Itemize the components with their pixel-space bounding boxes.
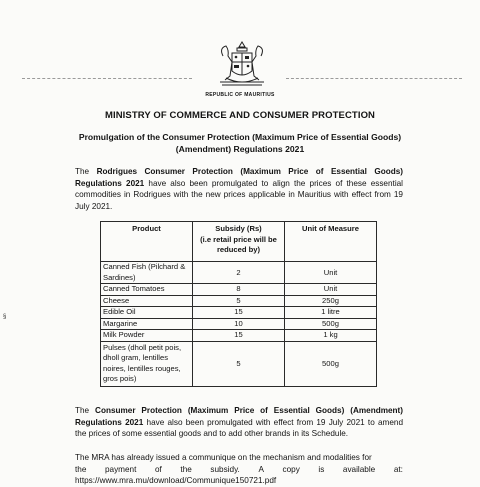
product-cell: Cheese	[101, 295, 193, 307]
header-subsidy-line: (i.e retail price will be reduced by)	[200, 234, 277, 254]
para1-rest: have also been promulgated to align the prices of these essential commodities in Rodrigues with the new prices applicable in Mauritius with effect from 19 July 2021.	[75, 178, 404, 211]
table-row	[101, 318, 377, 330]
title-line-1: Promulgation of the Consumer Protection (Maximum Price of Essential Goods)	[78, 132, 402, 142]
header-subsidy	[193, 222, 285, 262]
republic-label: REPUBLIC OF MAURITIUS	[205, 92, 275, 98]
paragraph-consumer-protection	[75, 405, 403, 440]
title-line-2: (Amendment) Regulations 2021	[175, 143, 305, 154]
subsidy-cell: 2	[193, 262, 285, 284]
product-cell: Edible Oil	[101, 307, 193, 319]
para3-word: the	[75, 464, 87, 474]
header-rule-right	[286, 78, 462, 79]
coat-of-arms-icon	[212, 38, 272, 90]
ministry-title: MINISTRY OF COMMERCE AND CONSUMER PROTECTION	[104, 110, 376, 121]
table-row	[101, 262, 377, 284]
subsidy-cell: 8	[193, 284, 285, 296]
unit-cell: Unit	[285, 262, 377, 284]
product-cell: Canned Tomatoes	[101, 284, 193, 296]
subsidy-cell: 15	[193, 307, 285, 319]
unit-cell: 1 kg	[285, 330, 377, 342]
table-row	[101, 295, 377, 307]
para1-bold: Rodrigues Consumer Protection (Maximum Price of Essential Goods) Regulations 2021	[75, 167, 403, 188]
table-row	[101, 341, 377, 386]
para3-line-2	[75, 464, 403, 476]
para1-pre: The	[75, 167, 97, 176]
para3-word: A	[258, 464, 264, 474]
para3-word: subsidy.	[210, 464, 240, 474]
product-cell: Margarine	[101, 318, 193, 330]
para3-word: is	[318, 464, 325, 474]
product-cell: Canned Fish (Pilchard & Sardines)	[101, 262, 193, 284]
document-title	[60, 132, 420, 155]
subsidy-cell: 15	[193, 330, 285, 342]
subsidy-cell: 10	[193, 318, 285, 330]
para3-word: available	[342, 464, 376, 474]
price-table	[100, 221, 377, 387]
para2-bold: Consumer Protection (Maximum Price of Essential Goods) (Amendment) Regulations 2021	[75, 406, 404, 427]
header-unit: Unit of Measure	[285, 222, 377, 262]
paragraph-rodrigues	[75, 166, 403, 212]
table-header-row	[101, 222, 377, 262]
para3-word: at:	[393, 464, 403, 474]
para2-pre: The	[75, 406, 96, 415]
para3-word: of	[154, 464, 162, 474]
para3-word: payment	[104, 464, 137, 474]
para3-word: copy	[282, 464, 300, 474]
communique-link[interactable]: https://www.mra.mu/download/Communique150721.pdf	[75, 476, 277, 485]
para3-word: the	[180, 464, 192, 474]
unit-cell: 500g	[285, 341, 377, 386]
margin-mark: §	[3, 314, 7, 320]
header-product: Product	[101, 222, 193, 262]
header-rule-left	[22, 78, 192, 79]
unit-cell: 500g	[285, 318, 377, 330]
product-cell: Milk Powder	[101, 330, 193, 342]
table-row	[101, 330, 377, 342]
subsidy-cell: 5	[193, 295, 285, 307]
unit-cell: 250g	[285, 295, 377, 307]
paragraph-mra	[75, 452, 403, 487]
table-row	[101, 284, 377, 296]
unit-cell: 1 litre	[285, 307, 377, 319]
unit-cell: Unit	[285, 284, 377, 296]
header-subsidy-line: Subsidy (Rs)	[215, 224, 262, 233]
table-row	[101, 307, 377, 319]
product-cell: Pulses (dholl petit pois, dholl gram, lentilles noires, lentilles rouges, gros pois)	[101, 341, 193, 386]
subsidy-cell: 5	[193, 341, 285, 386]
para3-line-1: The MRA has already issued a communique on the mechanism and modalities for	[75, 453, 372, 462]
para2-rest: have also been promulgated with effect from 19 July 2021 to amend the prices of some essential goods and to add other brands in its Schedule.	[75, 417, 404, 438]
